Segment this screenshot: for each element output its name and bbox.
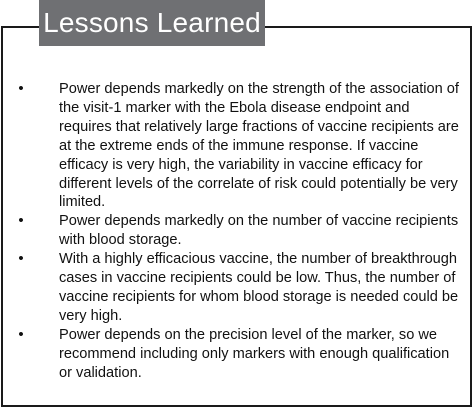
bullet-icon: • (18, 80, 24, 97)
bullet-text: Power depends on the precision level of the marker, so we recommend including only markers with enough qualification or validation. (59, 326, 450, 381)
bullet-text: Power depends markedly on the number of vaccine recipients with blood storage. (59, 213, 459, 249)
bullet-text: With a highly efficacious vaccine, the number of breakthrough cases in vaccine recipients could be low. Thus, the number of vaccine recipients for whom blood storage is needed could be very high. (59, 251, 459, 324)
list-item (15, 326, 460, 383)
bullet-icon: • (18, 325, 24, 343)
list-item (15, 80, 460, 212)
list-item (15, 250, 460, 326)
bullet-icon: • (18, 250, 24, 268)
lessons-list (15, 80, 460, 383)
list-item (15, 212, 460, 250)
lessons-learned-title: Lessons Learned (39, 0, 265, 46)
bullet-icon: • (18, 212, 24, 230)
bullet-text: Power depends markedly on the strength of the association of the visit-1 marker with the Ebola disease endpoint and requires that relatively large fractions of vaccine recipients are at the extreme ends of the immune response. If vaccine efficacy is very high, the variability in vaccine efficacy for different levels of the correlate of risk could potentially be very limited. (59, 81, 459, 211)
